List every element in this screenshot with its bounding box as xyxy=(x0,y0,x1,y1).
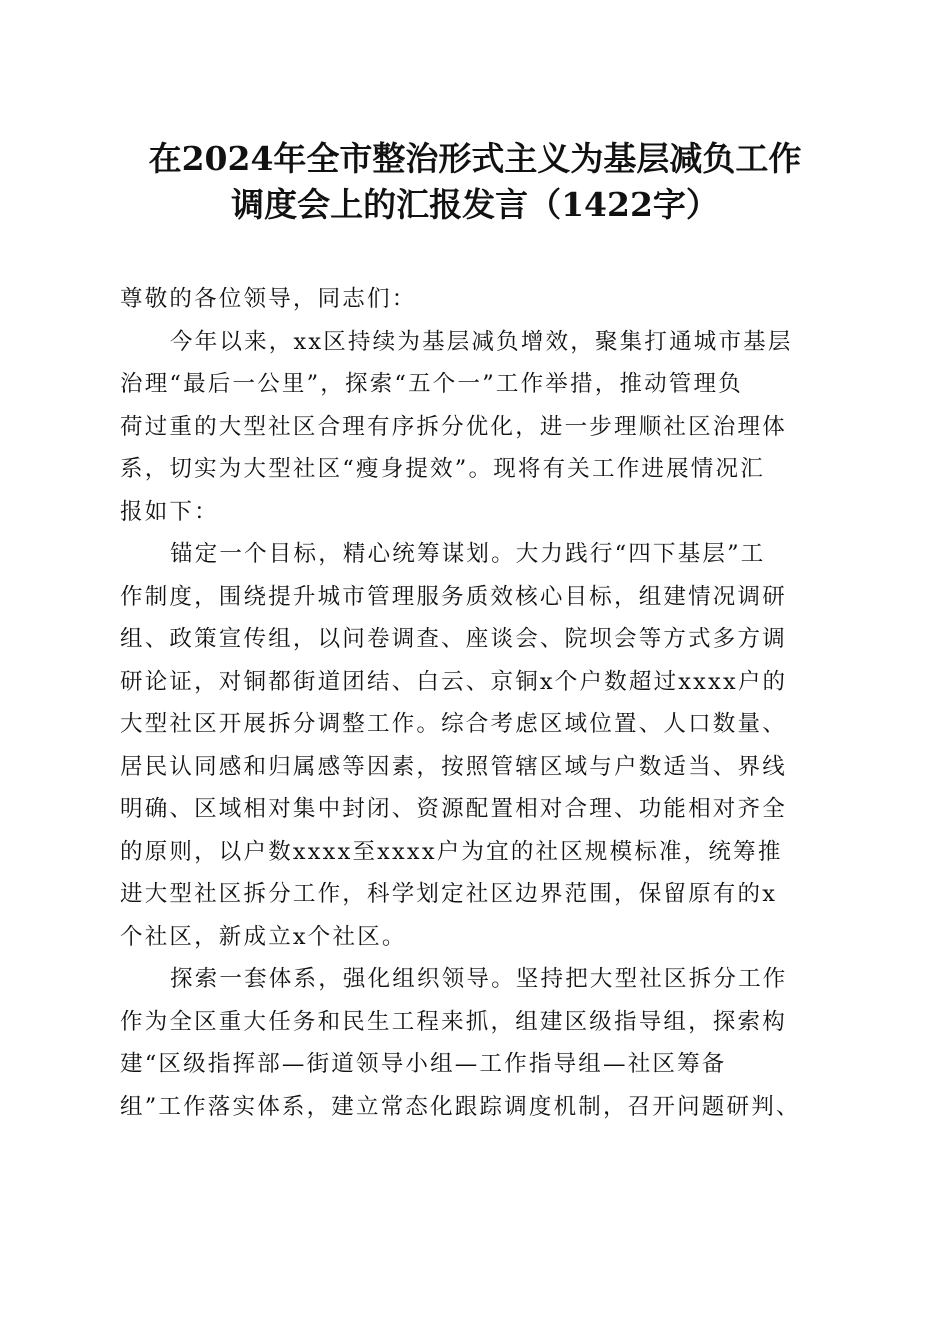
paragraph-1-line: 报如下： xyxy=(120,498,219,525)
paragraph-1-line: 荷过重的大型社区合理有序拆分优化，进一步理顺社区治理体 xyxy=(120,413,787,440)
paragraph-2-line: 明确、区域相对集中封闭、资源配置相对合理、功能相对齐全 xyxy=(120,796,787,822)
paragraph-1-line: 治理“最后一公里”，探索“五个一”工作举措，推动管理负 xyxy=(120,371,743,397)
title-line-1: 在2024年全市整治形式主义为基层减负工作 xyxy=(148,139,802,178)
paragraph-2-line: 作制度，围绕提升城市管理服务质效核心目标，组建情况调研 xyxy=(120,583,787,610)
paragraph-2-line: 个社区，新成立x个社区。 xyxy=(120,923,407,950)
paragraph-2-line: 的原则，以户数xxxx至xxxx户为宜的社区规模标准，统筹推 xyxy=(120,838,783,865)
paragraph-2-line: 大型社区开展拆分调整工作。综合考虑区域位置、人口数量、 xyxy=(120,711,787,737)
paragraph-3-line: 组”工作落实体系，建立常态化跟踪调度机制，召开问题研判、 xyxy=(120,1093,801,1120)
paragraph-2-line: 居民认同感和归属感等因素，按照管辖区域与户数适当、界线 xyxy=(120,753,787,780)
paragraph-1-line: 今年以来，xx区持续为基层减负增效，聚集打通城市基层 xyxy=(170,328,793,355)
title-line-2: 调度会上的汇报发言（1422字） xyxy=(231,185,719,224)
paragraph-3-line: 建“区级指挥部—街道领导小组—工作指导组—社区筹备 xyxy=(120,1051,727,1077)
document-title xyxy=(95,136,855,228)
paragraph-3-line: 作为全区重大任务和民生工程来抓，组建区级指导组，探索构 xyxy=(120,1008,787,1035)
paragraph-1-line: 系，切实为大型社区“瘦身提效”。现将有关工作进展情况汇 xyxy=(120,456,765,482)
paragraph-2-line: 研论证，对铜都街道团结、白云、京铜x个户数超过xxxx户的 xyxy=(120,668,788,695)
document-body xyxy=(120,278,830,1128)
paragraph-3-line: 探索一套体系，强化组织领导。坚持把大型社区拆分工作 xyxy=(170,966,788,992)
paragraph-2-line: 组、政策宣传组，以问卷调查、座谈会、院坝会等方式多方调 xyxy=(120,626,787,652)
salutation: 尊敬的各位领导，同志们： xyxy=(120,286,417,312)
paragraph-2-line: 锚定一个目标，精心统筹谋划。大力践行“四下基层”工 xyxy=(170,541,766,567)
paragraph-2-line: 进大型社区拆分工作，科学划定社区边界范围，保留原有的x xyxy=(120,881,778,907)
